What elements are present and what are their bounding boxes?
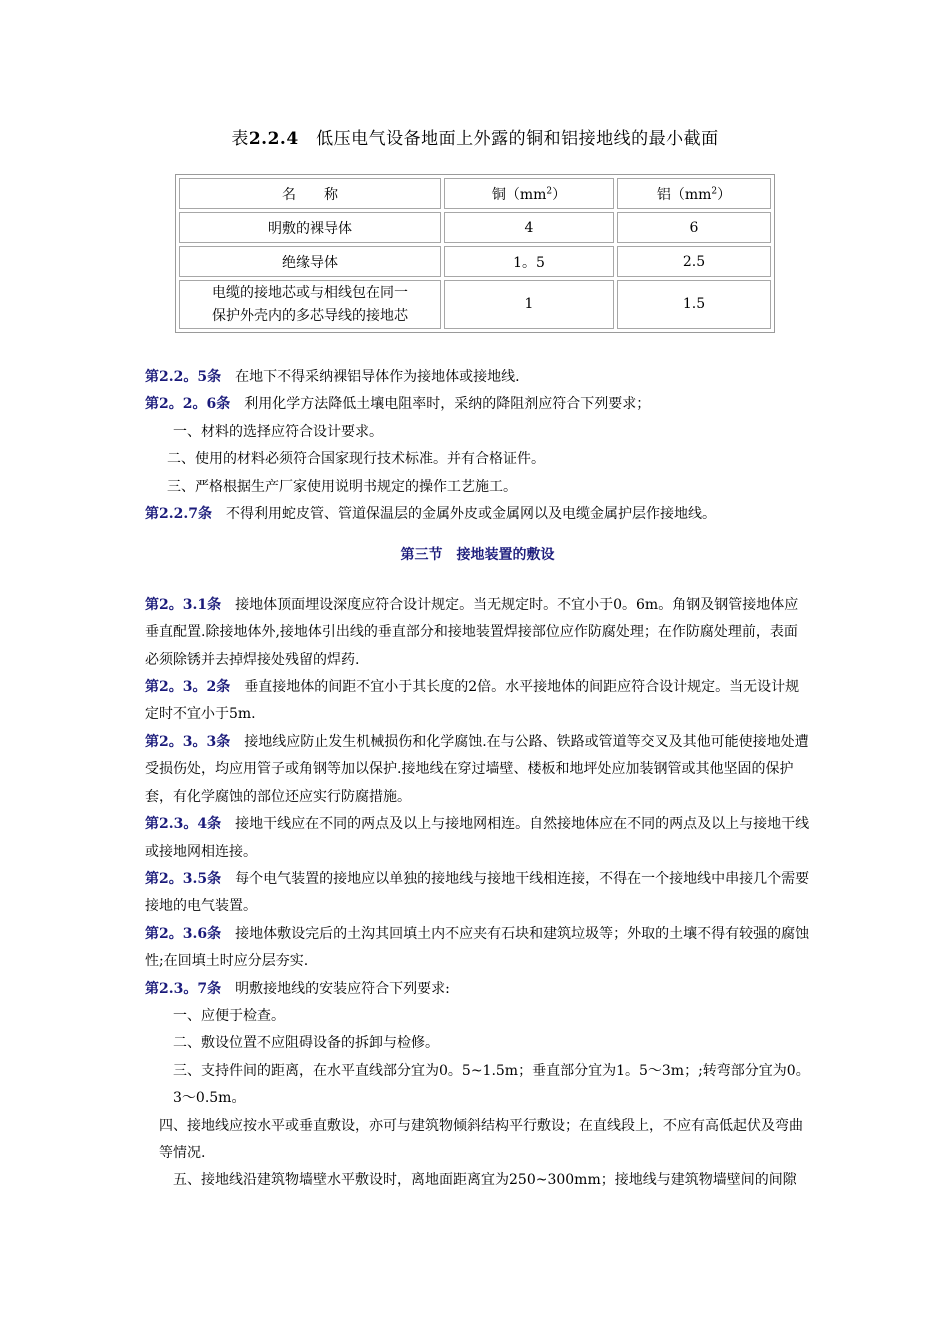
header-aluminum: 铝$(mm^2)$	[617, 178, 771, 209]
list-item: 一、材料的选择应符合设计要求。	[173, 423, 383, 440]
table-row	[179, 280, 771, 329]
clause-2-2-7: 第2.2.7条 不得利用蛇皮管、管道保温层的金属外皮或金属网以及电缆金属护层作接地线。	[145, 506, 716, 523]
list-item: 四、接地线应按水平或垂直敷设，亦可与建筑物倾斜结构平行敷设；在直线段上，不应有高低起伏及弯曲等情况.	[159, 1117, 803, 1161]
list-item: 一、应便于检查。	[173, 1007, 285, 1024]
cell-copper: 1	[444, 280, 614, 329]
clause-2-3-7: 第2.3。7条 明敷接地线的安装应符合下列要求:	[145, 980, 450, 997]
list-item: 五、接地线沿建筑物墙壁水平敷设时，离地面距离宜为250~300mm；接地线与建筑物墙壁间的间隙	[173, 1172, 797, 1189]
section-title: 第三节 接地装置的敷设	[400, 547, 555, 564]
header-copper: 铜$(mm^2)$	[444, 178, 614, 209]
cell-copper: 4	[444, 212, 614, 243]
cell-aluminum: 1.5	[617, 280, 771, 329]
clause-2-3-6: 第2。3.6条 接地体敷设完后的土沟其回填土内不应夹有石块和建筑垃圾等；外取的土壤不得有较强的腐蚀性;在回填土时应分层夯实.	[145, 925, 810, 970]
min-cross-section-table	[175, 174, 775, 333]
clause-2-3-3: 第2。3。3条 接地线应防止发生机械损伤和化学腐蚀.在与公路、铁路或管道等交叉及其他可能使接地处遭受损伤处，均应用管子或角钢等加以保护.接地线在穿过墙壁、楼板和地坪处应加装钢管或其他坚固的保护套，有化学腐蚀的部位还应实行防腐措施。	[145, 733, 809, 805]
cell-copper: 1。5	[444, 246, 614, 277]
clause-2-2-5: 第2.2。5条 在地下不得采纳裸铝导体作为接地体或接地线.	[145, 369, 520, 385]
clause-2-3-1: 第2。3.1条 接地体顶面埋设深度应符合设计规定。当无规定时。不宜小于0。6m。角钢及钢管接地体应垂直配置.除接地体外,接地体引出线的垂直部分和接地装置焊接部位应作防腐处理；在作防腐处理前，表面必须除锈并去掉焊接处残留的焊药.	[145, 596, 799, 668]
cell-name: 绝缘导体	[179, 246, 441, 277]
table-header-row	[179, 178, 771, 209]
cell-name: 明敷的裸导体	[179, 212, 441, 243]
table-row	[179, 246, 771, 277]
document-body	[145, 364, 810, 1195]
table-caption: 表2.2.4 低压电气设备地面上外露的铜和铝接地线的最小截面	[231, 129, 719, 149]
header-name: 名 称	[179, 178, 441, 209]
clause-2-2-6: 第2。2。6条 利用化学方法降低土壤电阻率时，采纳的降阻剂应符合下列要求；	[145, 396, 651, 413]
clause-2-3-2: 第2。3。2条 垂直接地体的间距不宜小于其长度的2倍。水平接地体的间距应符合设计规定。当无设计规定时不宜小于5m.	[145, 679, 800, 723]
table-row	[179, 212, 771, 243]
clause-2-3-4: 第2.3。4条 接地干线应在不同的两点及以上与接地网相连。自然接地体应在不同的两点及以上与接地干线或接地网相连接。	[145, 816, 810, 860]
cell-aluminum: 2.5	[617, 246, 771, 277]
list-item: 二、敷设位置不应阻碍设备的拆卸与检修。	[173, 1035, 439, 1052]
list-item: 二、使用的材料必须符合国家现行技术标准。并有合格证件。	[167, 451, 545, 468]
cell-aluminum: 6	[617, 212, 771, 243]
list-item: 三、支持件间的距离，在水平直线部分宜为0。5~1.5m；垂直部分宜为1。5～3m；;转弯部分宜为0。3～0.5m。	[173, 1062, 810, 1107]
list-item: 三、严格根据生产厂家使用说明书规定的操作工艺施工。	[167, 478, 517, 495]
cell-name: 电缆的接地芯或与相线包在同一 保护外壳内的多芯导线的接地芯	[179, 280, 441, 329]
clause-2-3-5: 第2。3.5条 每个电气装置的接地应以单独的接地线与接地干线相连接，不得在一个接地线中串接几个需要接地的电气装置。	[145, 870, 810, 915]
